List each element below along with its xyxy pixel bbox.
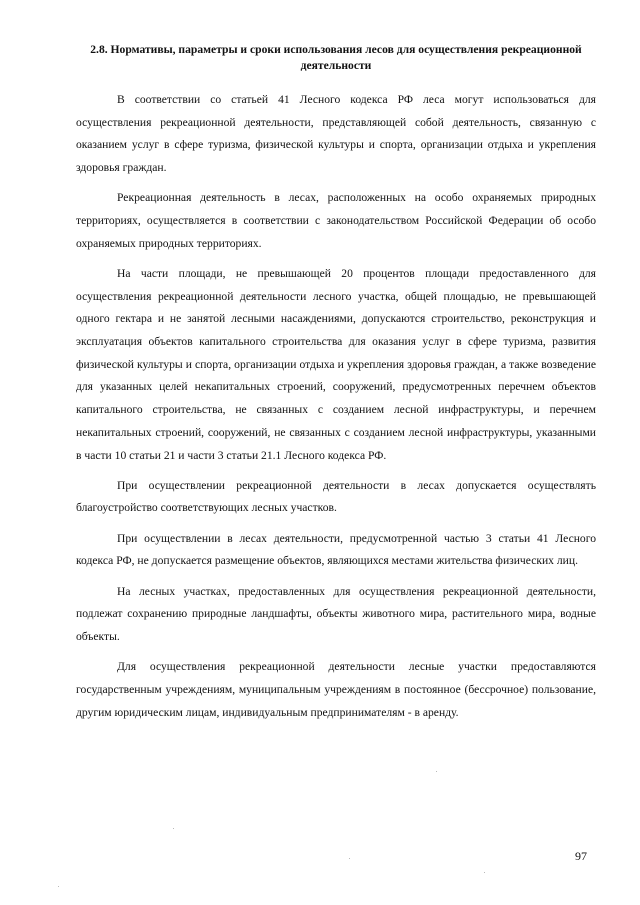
- scan-speck: [484, 872, 485, 873]
- section-heading: 2.8. Нормативы, параметры и сроки использования лесов для осуществления рекреационной деятельности: [90, 43, 582, 72]
- document-body: [76, 89, 596, 732]
- paragraph-5: При осуществлении в лесах деятельности, предусмотренной частью 3 статьи 41 Лесного кодекса РФ, не допускается размещение объектов, являющихся местами жительства физических лиц.: [76, 531, 596, 568]
- scan-speck: [349, 858, 350, 859]
- paragraph-7: Для осуществления рекреационной деятельности лесные участки предоставляются государственным учреждениям, муниципальным учреждениям в постоянное (бессрочное) пользование, другим юридическим лицам, индивидуальным предпринимателям - в аренду.: [76, 660, 596, 719]
- scan-speck: [58, 886, 59, 887]
- paragraph-1: В соответствии со статьей 41 Лесного кодекса РФ леса могут использоваться для осуществления рекреационной деятельности, представляющей собой деятельность, связанную с оказанием услуг в сфере туризма, физической культуры и спорта, организации отдыха и укрепления здоровья граждан.: [76, 93, 596, 175]
- scan-speck: [436, 771, 437, 772]
- page-number: 97: [575, 849, 587, 863]
- paragraph-4: При осуществлении рекреационной деятельности в лесах допускается осуществлять благоустройство соответствующих лесных участков.: [76, 478, 596, 515]
- scan-speck: [173, 828, 174, 829]
- paragraph-2: Рекреационная деятельность в лесах, расположенных на особо охраняемых природных территориях, осуществляется в соответствии с законодательством Российской Федерации об особо охраняемых природных территориях.: [76, 191, 596, 250]
- paragraph-3: На части площади, не превышающей 20 процентов площади предоставленного для осуществления рекреационной деятельности лесного участка, общей площадью, не превышающей одного гектара и не занятой лесными насаждениями, допускаются строительство, реконструкция и эксплуатация объектов капитального строительства для оказания услуг в сфере туризма, развития физической культуры и спорта, организации отдыха и укрепления здоровья граждан, а также возведение для указанных целей некапитальных строений, сооружений, предусмотренных перечнем объектов капитального строительства, не связанных с созданием лесной инфраструктуры, и перечнем некапитальных строений, сооружений, не связанных с созданием лесной инфраструктуры, указанными в части 10 статьи 21 и части 3 статьи 21.1 Лесного кодекса РФ.: [76, 266, 596, 462]
- paragraph-6: На лесных участках, предоставленных для осуществления рекреационной деятельности, подлежат сохранению природные ландшафты, объекты животного мира, растительного мира, водные объекты.: [76, 584, 596, 643]
